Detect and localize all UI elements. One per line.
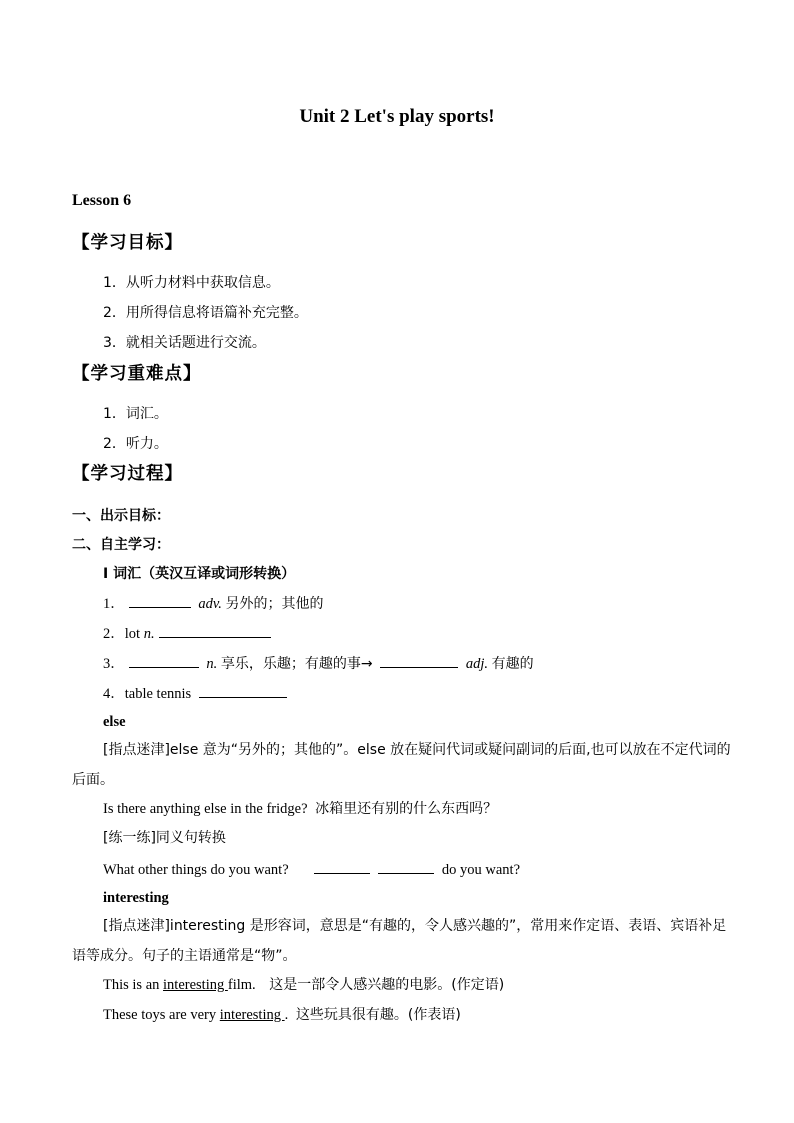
answer-blank: [129, 653, 199, 668]
goal-item-3: 3．就相关话题进行交流。: [103, 335, 266, 351]
vocab-question-3: [103, 653, 534, 674]
lesson-label: Lesson 6: [72, 192, 132, 209]
part-of-speech: adv.: [198, 596, 222, 612]
section-heading-process: 【学习过程】: [72, 464, 183, 484]
interesting-example-1: [103, 975, 504, 995]
part-of-speech: adj.: [465, 656, 489, 672]
question-number: 3．: [103, 656, 125, 672]
answer-blank: [378, 859, 434, 874]
example-text: film.: [227, 977, 256, 993]
else-practice-question: [103, 859, 520, 880]
example-chinese: 这些玩具很有趣。(作表语): [295, 1007, 461, 1023]
part-of-speech: n.: [206, 656, 218, 672]
answer-blank: [159, 623, 271, 638]
example-text: This is an: [103, 977, 164, 993]
answer-blank: [199, 683, 287, 698]
example-chinese: 冰箱里还有别的什么东西吗？: [315, 801, 498, 817]
meaning-text: 另外的；其他的: [225, 596, 324, 612]
answer-blank: [129, 593, 191, 608]
vocab-heading: I 词汇（英汉互译或词形转换）: [103, 566, 296, 582]
vocab-question-4: [103, 683, 291, 704]
else-practice-label: [练一练]同义句转换: [103, 830, 226, 846]
goal-item-2: 2．用所得信息将语篇补充完整。: [103, 305, 308, 321]
else-heading: else: [103, 714, 126, 730]
practice-sentence-tail: do you want?: [441, 862, 521, 878]
key-item-1: 1．词汇。: [103, 406, 168, 422]
section-heading-key-points: 【学习重难点】: [72, 364, 202, 384]
vocab-word: lot: [124, 626, 141, 642]
question-number: 1．: [103, 596, 125, 612]
question-number: 2．: [103, 626, 125, 642]
interesting-example-2: [103, 1005, 461, 1025]
vocab-question-1: [103, 593, 324, 614]
step-1-label: 一、出示目标：: [72, 508, 170, 524]
question-number: 4．: [103, 686, 125, 702]
answer-blank: [314, 859, 370, 874]
vocab-question-2: [103, 623, 275, 644]
else-example: [103, 799, 497, 819]
interesting-tip: [指点迷津]interesting 是形容词，意思是“有趣的，令人感兴趣的”，常用来作定语、表语、宾语补足语等成分。句子的主语通常是“物”。: [72, 918, 727, 964]
step-2-label: 二、自主学习：: [72, 537, 170, 553]
practice-sentence: What other things do you want?: [103, 862, 289, 878]
answer-blank: [380, 653, 458, 668]
goal-item-1: 1．从听力材料中获取信息。: [103, 275, 280, 291]
section-heading-goals: 【学习目标】: [72, 233, 183, 253]
key-item-2: 2．听力。: [103, 436, 168, 452]
else-tip: [指点迷津]else 意为“另外的；其他的”。else 放在疑问代词或疑问副词的后面,也可以放在不定代词的后面。: [72, 742, 731, 788]
document-title: Unit 2 Let's play sports!: [299, 106, 495, 127]
example-text: .: [284, 1007, 289, 1023]
part-of-speech: n.: [143, 626, 155, 642]
vocab-word: table tennis: [124, 686, 192, 702]
interesting-heading: interesting: [103, 890, 169, 906]
example-text: These toys are very: [103, 1007, 220, 1023]
underlined-word: interesting: [219, 1007, 285, 1023]
meaning-text: 享乐，乐趣；有趣的事→: [220, 656, 373, 672]
example-english: Is there anything else in the fridge?: [103, 801, 308, 817]
meaning-text: 有趣的: [491, 656, 534, 672]
underlined-word: interesting: [163, 977, 228, 993]
example-chinese: 这是一部令人感兴趣的电影。(作定语): [269, 977, 505, 993]
